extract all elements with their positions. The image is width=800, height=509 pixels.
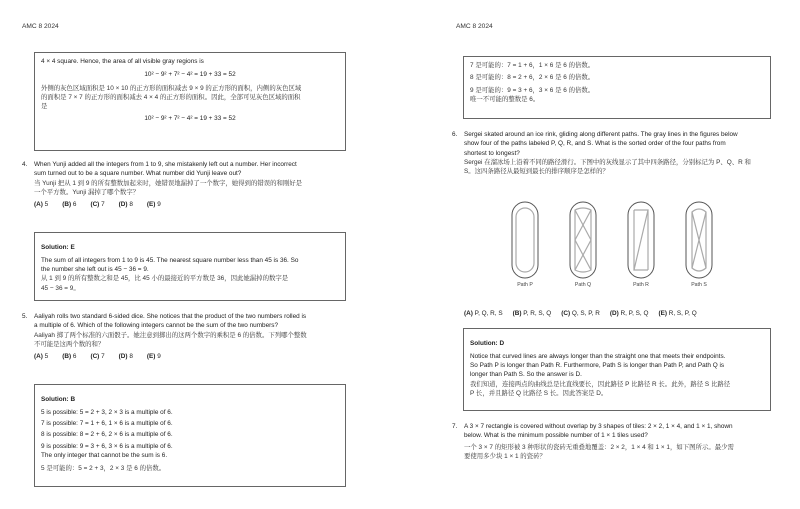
solution-text: The sum of all integers from 1 to 9 is 45. The nearest square number less than 45 is 36. So [41,256,299,264]
question-text-zh: 不可能是这两个数的和？ [34,340,105,348]
question-4 [22,160,352,209]
choice-b: (B) 6 [62,201,77,209]
choice-e: (E) 9 [146,353,161,361]
path-s-figure [684,200,714,280]
question-number: 6. [452,131,458,138]
question-text-zh: 要使用多少块 1 × 1 的瓷砖？ [464,452,546,460]
solution-text-zh: 9 是可能的：9 = 3 + 6，3 × 6 是 6 的倍数。 [470,86,595,94]
choice-d: (D) 8 [118,353,133,361]
choice-d: (D) 8 [118,201,133,209]
figure-path-s [671,200,727,290]
solution-text: 5 is possible: 5 = 2 + 3, 2 × 3 is a multiple of 6. [41,408,173,416]
figure-path-r [613,200,669,290]
formula-line: 10² − 9² + 7² − 4² = 19 + 33 = 52 [144,71,236,79]
figure-label: Path Q [574,282,592,288]
solution-text-zh: 5 是可能的：5 = 2 + 3，2 × 3 是 6 的倍数。 [41,465,166,473]
solution-4-box [34,232,346,301]
question-text: Sergei skated around an ice rink, gliding along different paths. The gray lines in the figures below [464,131,738,138]
solution-text-zh: P 长，并且路径 Q 比路径 S 长。因此答案是 D。 [470,389,608,397]
question-text-zh: Sergei 在溜冰场上沿着不同的路径滑行。下图中的灰线显示了其中四条路径，分别标记为 P、Q、R 和 [464,158,751,166]
question-text: a multiple of 6. Which of the following integers cannot be the sum of the two numbers? [34,322,279,330]
solution-text-zh: 7 是可能的：7 = 1 + 6，1 × 6 是 6 的倍数。 [470,62,595,69]
question-text: show four of the paths labeled P, Q, R, and S. What is the sorted order of the four paths from [464,140,726,148]
path-r-figure [626,200,656,280]
question-number: 4. [22,161,28,168]
question-text-zh: 一个 3 × 7 的矩形被 3 种形状的瓷砖无重叠地覆盖：2 × 2，1 × 4 和 1 × 1，如下图所示。最少需 [464,443,734,451]
left-continuation-solution-box [34,52,346,151]
choice-b: (B) P, R, S, Q [512,310,552,317]
question-text-zh: Aaliyah 掷了两个标准的六面骰子。她注意到掷出的这两个数字的乘积是 6 的倍数。下列哪个整数 [34,331,307,339]
right-page-header: AMC 8 2024 [456,23,493,30]
figure-path-q [555,200,611,290]
question-6 [452,130,782,176]
choice-c: (C) 7 [90,353,105,361]
question-text: When Yunji added all the integers from 1 to 9, she mistakenly left out a number. Her incorrect [34,161,297,168]
figure-label: Path P [517,282,533,288]
path-q-figure [568,200,598,280]
figure-label: Path S [691,282,707,288]
solution-text-zh: 我们知道，连接两点的曲线总是比直线要长，因此路径 P 比路径 R 长。此外，路径 S 比路径 [470,380,731,388]
choice-c: (C) 7 [90,201,105,209]
solution-text: 8 is possible: 8 = 2 + 6, 2 × 6 is a multiple of 6. [41,431,173,439]
choice-a: (A) P, Q, R, S [464,310,503,317]
text-line: 外侧的灰色区域面积是 10 × 10 的正方形的面积减去 9 × 9 的正方形的面积，内侧的灰色区域 [41,84,302,92]
figure-path-p [497,200,553,290]
answer-choices [34,200,352,209]
text-line: 4 × 4 square. Hence, the area of all visible gray regions is [41,58,204,65]
question-text: A 3 × 7 rectangle is covered without overlap by 3 shapes of tiles: 2 × 2, 1 × 4, and 1 × 1, shown [464,423,733,430]
solution-text: 9 is possible: 9 = 3 + 6, 3 × 6 is a multiple of 6. [41,442,173,450]
solution-text: the number she left out is 45 − 36 = 9. [41,265,149,273]
question-5 [22,312,352,361]
path-figures [497,200,729,290]
path-p-figure [510,200,540,280]
answer-choices [464,309,784,318]
text-line: 的面积是 7 × 7 的正方形的面积减去 4 × 4 的正方形的面积。因此，全部可见灰色区域的面积 [41,93,301,101]
solution-text: longer than Path S. So the answer is D. [470,371,582,379]
choice-a: (A) 5 [34,353,49,361]
choice-c: (C) Q, S, P, R [561,310,600,317]
question-text: shortest to longest? [464,149,520,157]
choice-d: (D) R, P, S, Q [609,310,649,317]
solution-5-box [34,384,346,487]
solution-text-zh: 唯一不可能的整数是 6。 [470,95,540,103]
choice-b: (B) 6 [62,353,77,361]
figure-label: Path R [633,282,649,288]
choice-e: (E) 9 [146,201,161,209]
question-text-zh: S。这四条路径从最短到最长的排序顺序是怎样的？ [464,168,609,176]
solution-text: The only integer that cannot be the sum is 6. [41,451,168,459]
solution-title: Solution: E [41,244,75,252]
solution-text: Notice that curved lines are always longer than the straight one that meets their endpoints. [470,352,726,360]
text-line: 是 [41,103,48,111]
question-text: sum turned out to be a square number. What number did Yunji leave out? [34,170,242,178]
solution-text: 7 is possible: 7 = 1 + 6, 1 × 6 is a multiple of 6. [41,419,173,427]
left-page-header: AMC 8 2024 [22,23,59,30]
question-6-choices [464,306,784,318]
solution-6-box [463,328,771,411]
choice-a: (A) 5 [34,201,49,209]
question-text: Aaliyah rolls two standard 6-sided dice. She notices that the product of the two numbers rolled is [34,313,307,320]
question-number: 7. [452,423,458,430]
solution-text-zh: 从 1 到 9 的所有整数之和是 45，比 45 小的最接近的平方数是 36，因此她漏掉的数字是 [41,275,289,283]
question-7 [452,422,782,461]
choice-e: (E) R, S, P, Q [658,310,697,317]
solution-title: Solution: B [41,396,76,404]
solution-text-zh: 8 是可能的：8 = 2 + 6，2 × 6 是 6 的倍数。 [470,74,595,82]
question-number: 5. [22,313,28,320]
answer-choices [34,352,352,361]
question-text-zh: 一个平方数。Yunji 漏掉了哪个数字？ [34,188,140,196]
right-continuation-solution-box [463,56,771,119]
question-text: below. What is the minimum possible number of 1 × 1 tiles used? [464,432,648,440]
question-text-zh: 当 Yunji 把从 1 到 9 的所有整数加起来时，她错误地漏掉了一个数字，她得到的错误的和刚好是 [34,179,303,187]
formula-line: 10² − 9² + 7² − 4² = 19 + 33 = 52 [144,115,236,123]
solution-text-zh: 45 − 36 = 9。 [41,284,80,292]
solution-title: Solution: D [470,340,505,348]
solution-text: So Path P is longer than Path R. Furthermore, Path S is longer than Path P, and Path Q is [470,361,725,369]
